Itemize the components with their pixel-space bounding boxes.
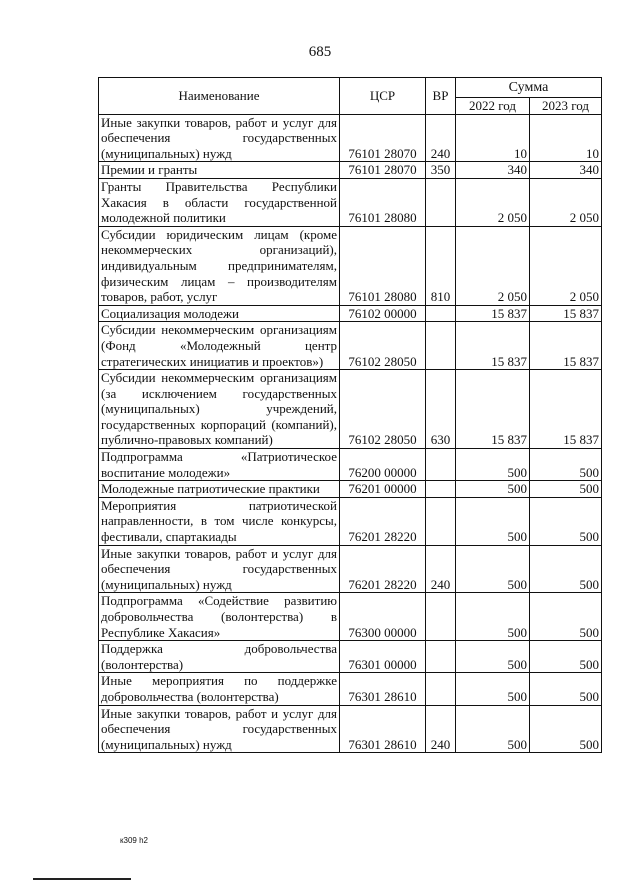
cell-2023: 500: [530, 449, 602, 481]
table-row: [99, 370, 602, 449]
table-row: [99, 641, 602, 673]
cell-2022: 500: [456, 497, 530, 545]
cell-2023: 15 837: [530, 370, 602, 449]
cell-2022: 2 050: [456, 178, 530, 226]
header-year-2023: 2023 год: [530, 98, 602, 115]
table-row: [99, 162, 602, 179]
table-row: [99, 178, 602, 226]
cell-vr: [426, 641, 456, 673]
cell-csr: 76301 00000: [340, 641, 426, 673]
cell-csr: 76201 28220: [340, 545, 426, 593]
cell-name: Субсидии некоммерческим организациям (Фонд «Молодежный центр стратегических инициатив и проектов»): [99, 322, 340, 370]
cell-2022: 15 837: [456, 305, 530, 322]
table-row: [99, 545, 602, 593]
table-row: [99, 114, 602, 162]
cell-vr: [426, 305, 456, 322]
cell-csr: 76301 28610: [340, 705, 426, 753]
cell-csr: 76101 28070: [340, 162, 426, 179]
cell-2023: 15 837: [530, 305, 602, 322]
cell-2023: 15 837: [530, 322, 602, 370]
header-csr: ЦСР: [340, 78, 426, 115]
cell-csr: 76301 28610: [340, 673, 426, 705]
cell-2022: 500: [456, 481, 530, 498]
cell-name: Подпрограмма «Патриотическое воспитание молодежи»: [99, 449, 340, 481]
cell-name: Мероприятия патриотической направленности, в том числе конкурсы, фестивали, спартакиады: [99, 497, 340, 545]
footer-code: к309 h2: [120, 836, 148, 845]
cell-2023: 500: [530, 481, 602, 498]
table-row: [99, 481, 602, 498]
cell-2023: 500: [530, 705, 602, 753]
cell-2022: 500: [456, 593, 530, 641]
cell-vr: [426, 178, 456, 226]
cell-2022: 2 050: [456, 226, 530, 305]
cell-name: Премии и гранты: [99, 162, 340, 179]
cell-vr: 240: [426, 545, 456, 593]
cell-name: Гранты Правительства Республики Хакасия в области государственной молодежной политики: [99, 178, 340, 226]
cell-name: Иные закупки товаров, работ и услуг для обеспечения государственных (муниципальных) нужд: [99, 114, 340, 162]
cell-2023: 2 050: [530, 226, 602, 305]
cell-csr: 76101 28080: [340, 178, 426, 226]
table-row: [99, 226, 602, 305]
table-row: [99, 497, 602, 545]
bottom-rule: [33, 878, 131, 880]
cell-2023: 500: [530, 497, 602, 545]
cell-2022: 15 837: [456, 370, 530, 449]
table-row: [99, 673, 602, 705]
cell-2023: 500: [530, 641, 602, 673]
cell-2023: 500: [530, 593, 602, 641]
cell-vr: 810: [426, 226, 456, 305]
table-body: [99, 114, 602, 753]
cell-vr: 240: [426, 705, 456, 753]
cell-name: Субсидии юридическим лицам (кроме некоммерческих организаций), индивидуальным предпринимателям, физическим лицам – производителям товаров, работ, услуг: [99, 226, 340, 305]
cell-vr: [426, 481, 456, 498]
table-row: [99, 449, 602, 481]
cell-2022: 500: [456, 641, 530, 673]
cell-vr: [426, 593, 456, 641]
cell-2022: 500: [456, 449, 530, 481]
budget-table: [98, 77, 602, 753]
cell-name: Иные закупки товаров, работ и услуг для обеспечения государственных (муниципальных) нужд: [99, 545, 340, 593]
table-row: [99, 705, 602, 753]
cell-csr: 76102 00000: [340, 305, 426, 322]
table-row: [99, 322, 602, 370]
header-sum: Сумма: [456, 78, 602, 98]
cell-2023: 2 050: [530, 178, 602, 226]
cell-vr: 350: [426, 162, 456, 179]
cell-2023: 500: [530, 545, 602, 593]
cell-name: Поддержка добровольчества (волонтерства): [99, 641, 340, 673]
cell-name: Молодежные патриотические практики: [99, 481, 340, 498]
header-name: Наименование: [99, 78, 340, 115]
cell-2022: 500: [456, 545, 530, 593]
table-row: [99, 305, 602, 322]
cell-2023: 340: [530, 162, 602, 179]
cell-csr: 76201 00000: [340, 481, 426, 498]
cell-2022: 15 837: [456, 322, 530, 370]
cell-csr: 76101 28070: [340, 114, 426, 162]
cell-csr: 76102 28050: [340, 370, 426, 449]
cell-2023: 500: [530, 673, 602, 705]
cell-csr: 76200 00000: [340, 449, 426, 481]
cell-vr: [426, 322, 456, 370]
cell-2023: 10: [530, 114, 602, 162]
cell-csr: 76101 28080: [340, 226, 426, 305]
cell-2022: 10: [456, 114, 530, 162]
cell-2022: 500: [456, 705, 530, 753]
cell-name: Социализация молодежи: [99, 305, 340, 322]
cell-csr: 76300 00000: [340, 593, 426, 641]
cell-2022: 340: [456, 162, 530, 179]
cell-2022: 500: [456, 673, 530, 705]
cell-vr: 630: [426, 370, 456, 449]
page-number: 685: [308, 44, 332, 60]
cell-csr: 76102 28050: [340, 322, 426, 370]
cell-vr: [426, 449, 456, 481]
cell-vr: [426, 497, 456, 545]
table-row: [99, 593, 602, 641]
cell-vr: [426, 673, 456, 705]
cell-name: Субсидии некоммерческим организациям (за исключением государственных (муниципальных) учреждений, государственных корпораций (компаний), публично-правовых компаний): [99, 370, 340, 449]
cell-csr: 76201 28220: [340, 497, 426, 545]
cell-name: Иные мероприятия по поддержке добровольчества (волонтерства): [99, 673, 340, 705]
cell-name: Иные закупки товаров, работ и услуг для обеспечения государственных (муниципальных) нужд: [99, 705, 340, 753]
header-year-2022: 2022 год: [456, 98, 530, 115]
cell-vr: 240: [426, 114, 456, 162]
header-vr: ВР: [426, 78, 456, 115]
cell-name: Подпрограмма «Содействие развитию добровольчества (волонтерства) в Республике Хакасия»: [99, 593, 340, 641]
